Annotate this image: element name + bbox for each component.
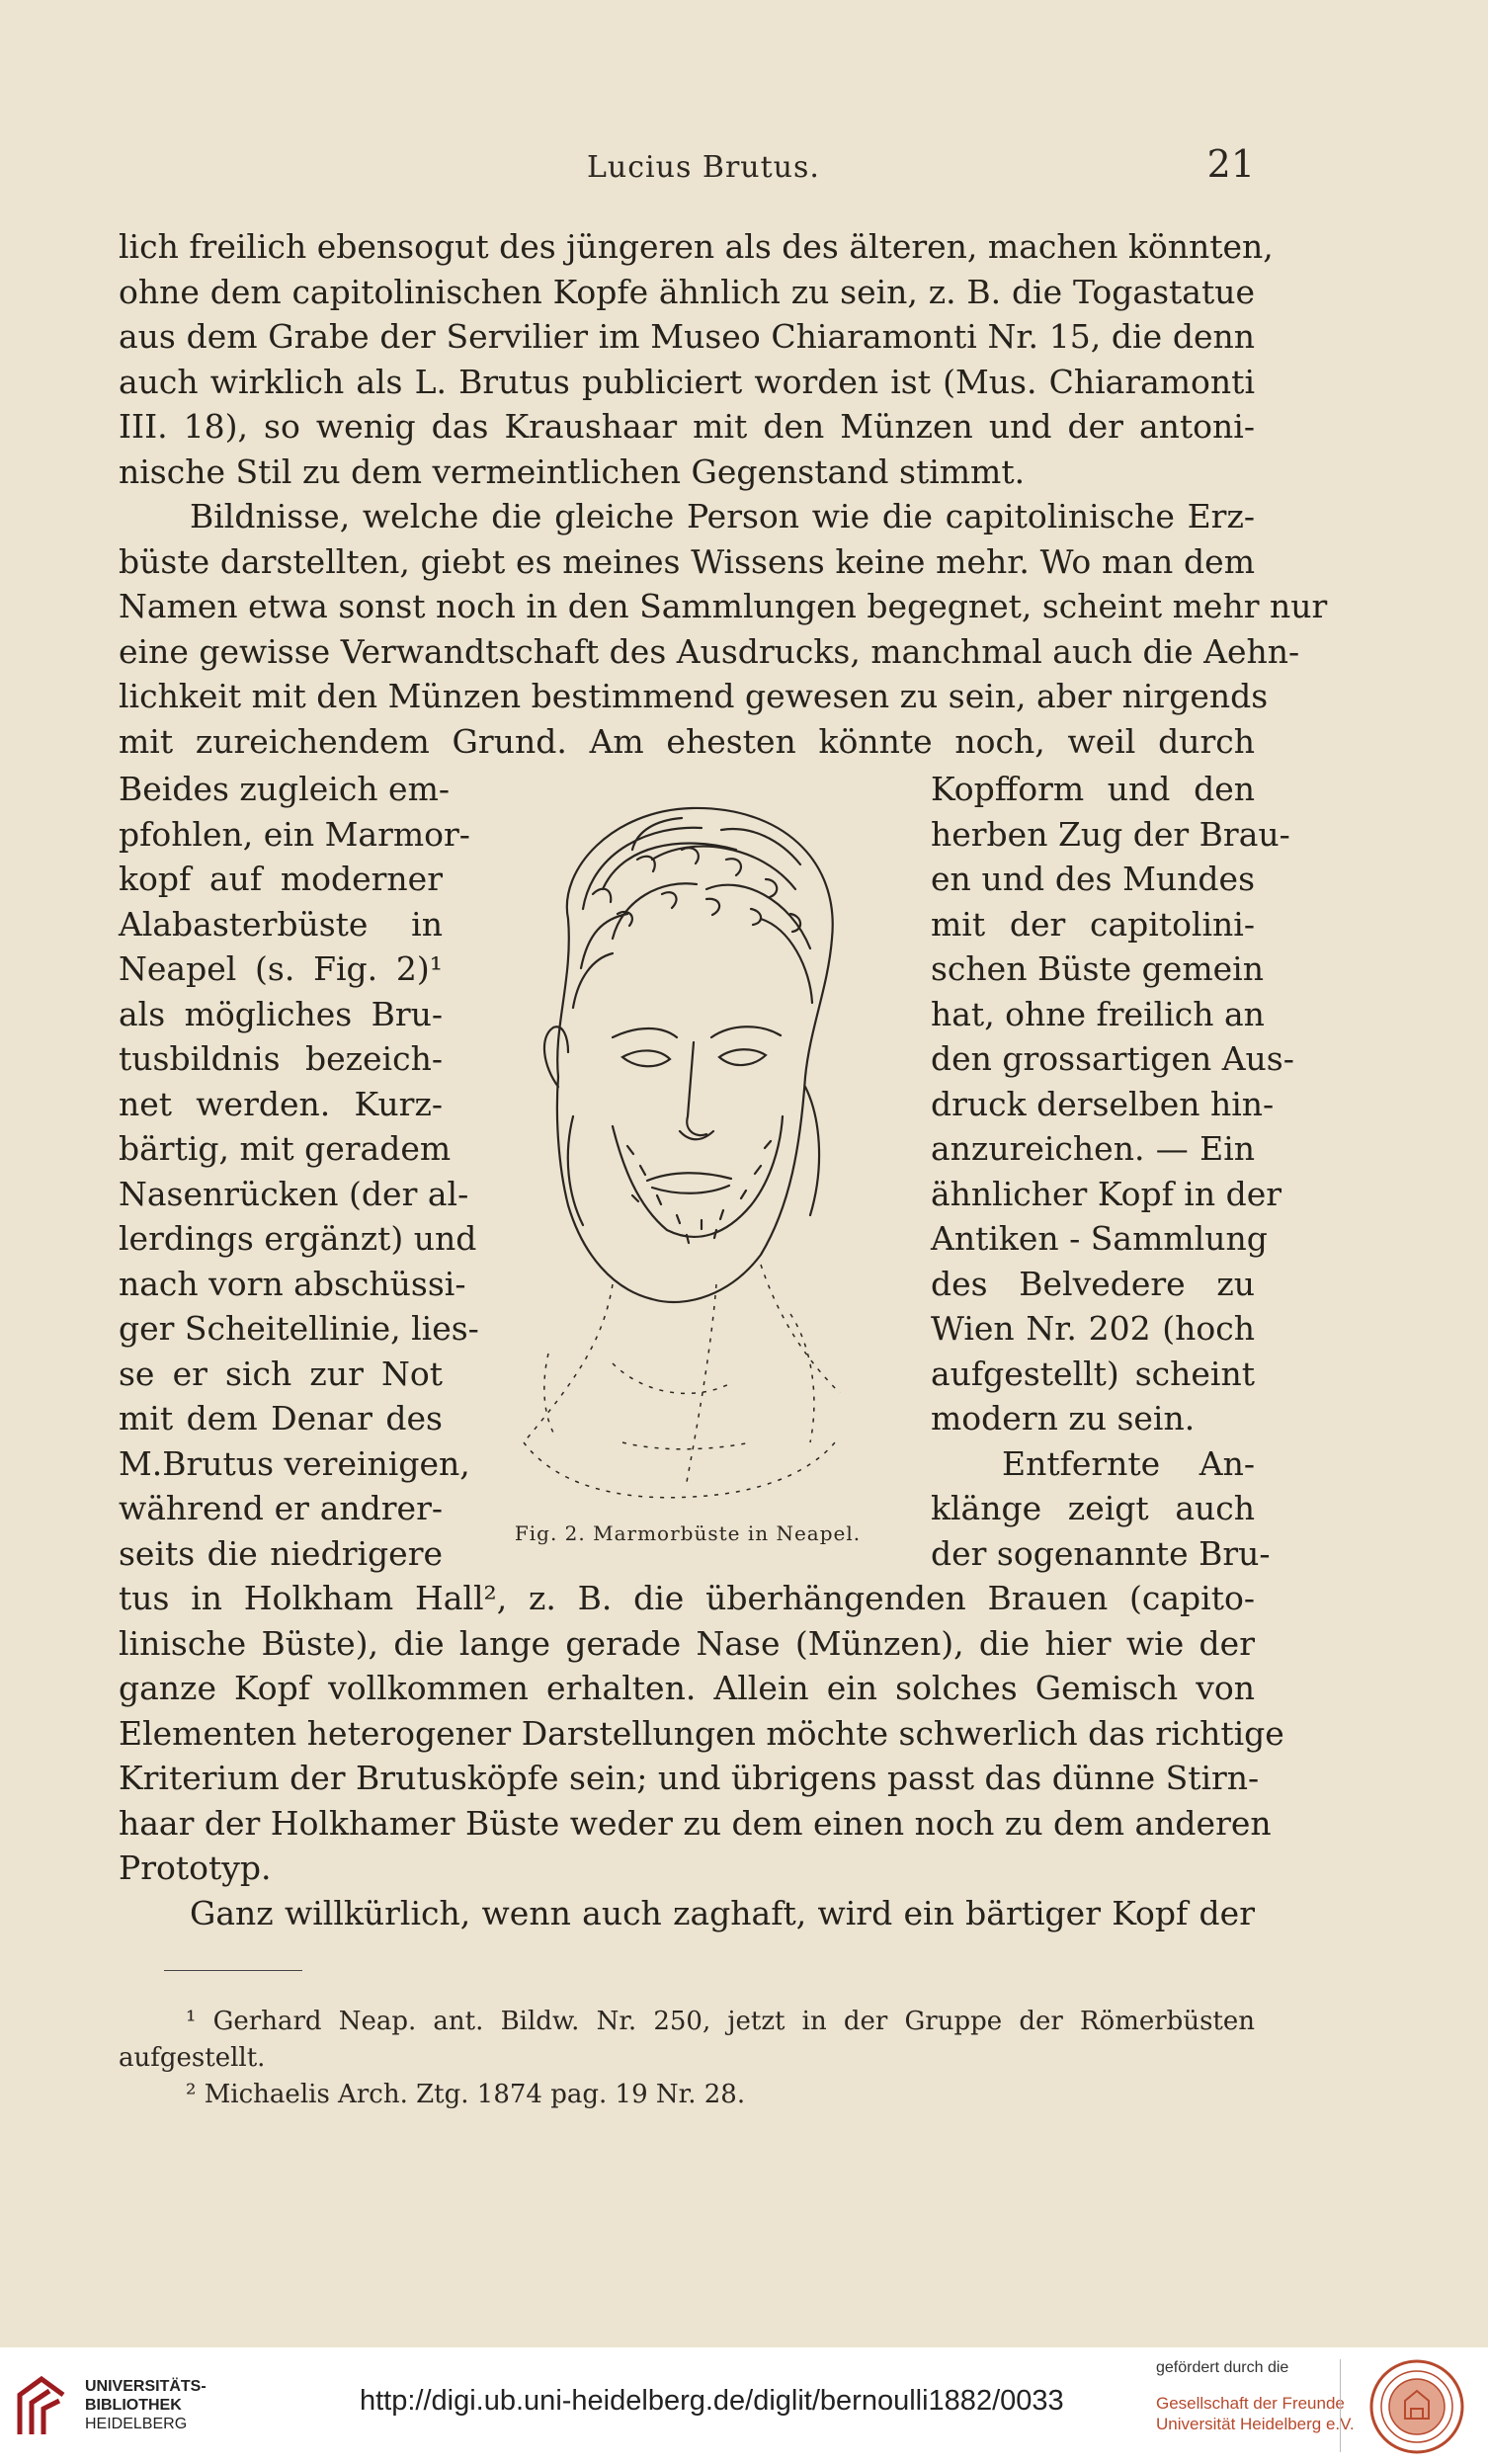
text-line: schen Büste gemein <box>931 949 1264 988</box>
text-line: büste darstellten, giebt es meines Wissens keine mehr. Wo man dem <box>119 541 1255 581</box>
text-line: nische Stil zu dem vermeintlichen Gegenstand stimmt. <box>119 452 1026 491</box>
column-right <box>931 767 1294 1576</box>
university-seal-icon <box>1367 2357 1466 2456</box>
text-line: ger Scheitellinie, lies- <box>119 1309 479 1348</box>
text-line: Wien Nr. 202 (hoch <box>931 1309 1255 1348</box>
library-name <box>85 2377 207 2433</box>
digitization-footer <box>0 2347 1488 2464</box>
text-line: seits die niedrigere <box>119 1533 443 1573</box>
text-line: tus in Holkham Hall², z. B. die überhängenden Brauen (capito- <box>119 1579 1255 1617</box>
sponsor-name-line-2: Universität Heidelberg e.V. <box>1156 2415 1355 2433</box>
text-line: kopf auf moderner <box>119 860 443 898</box>
text-line: den grossartigen Aus- <box>931 1039 1294 1078</box>
footer-divider <box>1340 2359 1341 2452</box>
text-line: pfohlen, ein Marmor- <box>119 814 470 854</box>
text-line: Beides zugleich em- <box>119 770 451 808</box>
running-title: Lucius Brutus. <box>587 150 820 185</box>
library-name-line-3: HEIDELBERG <box>85 2416 188 2432</box>
paragraph-bottom <box>119 1576 1284 1935</box>
paragraph-top <box>119 224 1328 764</box>
library-name-line-1: UNIVERSITÄTS- <box>85 2378 207 2395</box>
text-line: eine gewisse Verwandtschaft des Ausdrucks, manchmal auch die Aehn- <box>119 631 1300 671</box>
text-line: des Belvedere zu <box>931 1264 1255 1303</box>
figure-bust <box>464 790 909 1561</box>
text-line: Neapel (s. Fig. 2)¹ <box>119 949 443 988</box>
library-name-line-2: BIBLIOTHEK <box>85 2397 182 2414</box>
sponsor-name-line-1: Gesellschaft der Freunde <box>1156 2394 1345 2413</box>
text-line: se er sich zur Not <box>119 1354 443 1393</box>
text-line: linische Büste), die lange gerade Nase (Münzen), die hier wie der <box>119 1623 1255 1663</box>
text-line: klänge zeigt auch <box>931 1489 1255 1527</box>
text-line: mit dem Denar des <box>119 1399 443 1437</box>
footnote-1-continued: aufgestellt. <box>119 2043 266 2073</box>
text-line: nach vorn abschüssi- <box>119 1264 466 1303</box>
text-line: M.Brutus vereinigen, <box>119 1443 470 1483</box>
running-head <box>119 142 1255 188</box>
text-line: Bildnisse, welche die gleiche Person wie die capitolinische Erz- <box>190 497 1255 535</box>
text-line: ähnlicher Kopf in der <box>931 1174 1282 1213</box>
text-line: herben Zug der Brau- <box>931 814 1290 854</box>
text-line: Kriterium der Brutusköpfe sein; und übrigens passt das dünne Stirn- <box>119 1759 1260 1797</box>
text-line: modern zu sein. <box>931 1399 1196 1437</box>
footnote-2: ² Michaelis Arch. Ztg. 1874 pag. 19 Nr. 28. <box>186 2080 746 2109</box>
text-line: hat, ohne freilich an <box>931 994 1265 1033</box>
source-url-link[interactable]: http://digi.ub.uni-heidelberg.de/diglit/bernoulli1882/0033 <box>360 2385 1064 2417</box>
text-line: druck derselben hin- <box>931 1084 1275 1123</box>
library-logo-icon <box>12 2373 71 2438</box>
text-line: lich freilich ebensogut des jüngeren als des älteren, machen könnten, <box>119 227 1274 266</box>
text-line: Alabasterbüste in <box>119 904 443 944</box>
text-line: Namen etwa sonst noch in den Sammlungen begegnet, scheint mehr nur <box>119 587 1328 625</box>
text-line: aufgestellt) scheint <box>931 1354 1255 1393</box>
text-line: Nasenrücken (der al- <box>119 1174 469 1213</box>
footnote-divider <box>164 1970 302 1971</box>
text-line: haar der Holkhamer Büste weder zu dem einen noch zu dem anderen <box>119 1803 1272 1843</box>
footnotes <box>119 2004 1255 2113</box>
text-line: Elementen heterogener Darstellungen möchte schwerlich das richtige <box>119 1713 1284 1753</box>
text-line: der sogenannte Bru- <box>931 1533 1271 1573</box>
text-line: auch wirklich als L. Brutus publiciert worden ist (Mus. Chiaramonti <box>119 362 1255 401</box>
page-number: 21 <box>1206 142 1255 186</box>
text-line: während er andrer- <box>119 1489 443 1527</box>
figure-caption: Fig. 2. Marmorbüste in Neapel. <box>514 1521 862 1545</box>
text-line: ganze Kopf vollkommen erhalten. Allein ein solches Gemisch von <box>119 1669 1255 1707</box>
sponsor-name <box>1156 2393 1355 2434</box>
text-line: mit zureichendem Grund. Am ehesten könnte noch, weil durch <box>119 721 1255 761</box>
text-line: Entfernte An- <box>1002 1443 1255 1483</box>
text-line: anzureichen. — Ein <box>931 1129 1255 1168</box>
text-line: lichkeit mit den Münzen bestimmend gewesen zu sein, aber nirgends <box>119 677 1269 715</box>
text-line: en und des Mundes <box>931 860 1255 898</box>
text-line: Ganz willkürlich, wenn auch zaghaft, wird ein bärtiger Kopf der <box>190 1893 1255 1932</box>
column-left <box>119 767 479 1576</box>
text-line: III. 18), so wenig das Kraushaar mit den Münzen und der antoni- <box>119 407 1255 446</box>
text-line: mit der capitolini- <box>931 904 1255 944</box>
text-line: tusbildnis bezeich- <box>119 1039 443 1078</box>
text-line: aus dem Grabe der Servilier im Museo Chiaramonti Nr. 15, die denn <box>119 317 1255 356</box>
text-line: bärtig, mit geradem <box>119 1129 452 1168</box>
sponsor-label: gefördert durch die <box>1156 2359 1289 2376</box>
footnote-1: ¹ Gerhard Neap. ant. Bildw. Nr. 250, jetzt in der Gruppe der Römerbüsten <box>186 2007 1255 2036</box>
text-line: als mögliches Bru- <box>119 994 443 1033</box>
text-line: net werden. Kurz- <box>119 1084 443 1123</box>
text-line: ohne dem capitolinischen Kopfe ähnlich zu sein, z. B. die Togastatue <box>119 272 1255 311</box>
marble-bust-illustration <box>464 790 909 1521</box>
text-line: lerdings ergänzt) und <box>119 1219 477 1258</box>
text-line: Antiken - Sammlung <box>931 1219 1268 1258</box>
text-line: Prototyp. <box>119 1848 272 1887</box>
text-line: Kopfform und den <box>931 770 1255 808</box>
